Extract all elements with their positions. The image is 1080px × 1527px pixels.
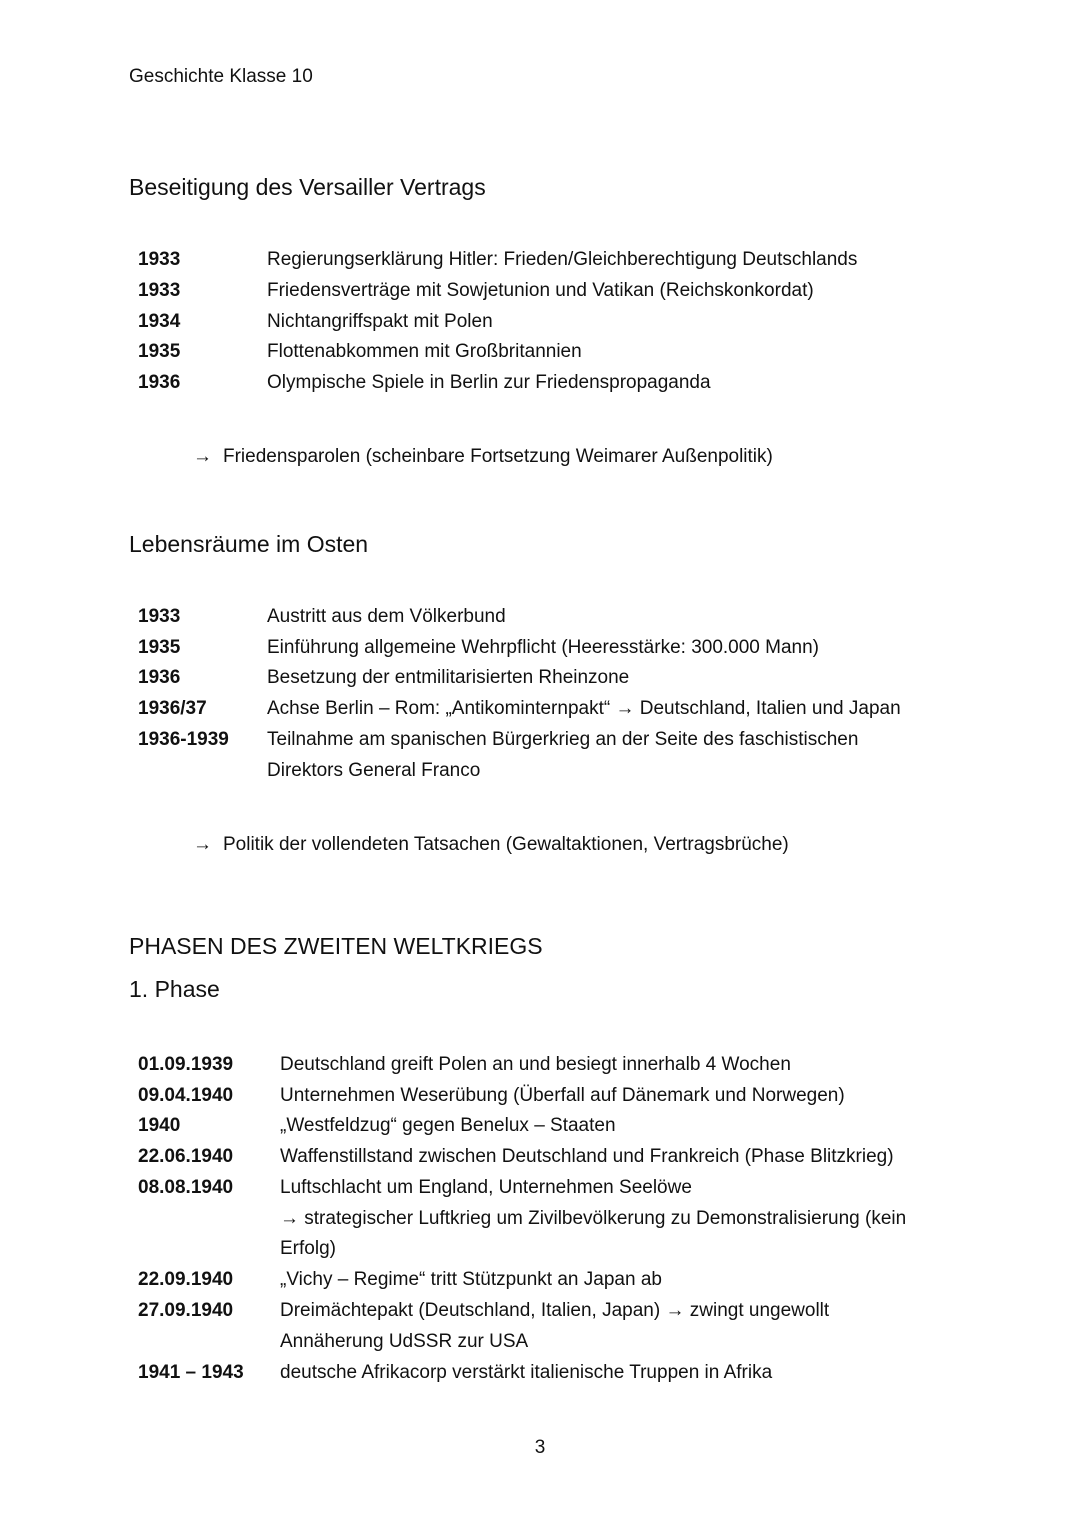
timeline-date: 1935 xyxy=(138,341,181,362)
timeline-date: 1934 xyxy=(138,311,181,332)
summary-note-text: Friedensparolen (scheinbare Fortsetzung Weimarer Außenpolitik) xyxy=(223,446,773,467)
timeline-date: 01.09.1939 xyxy=(138,1054,234,1075)
timeline-date: 22.06.1940 xyxy=(138,1146,234,1167)
section-heading-lebensraeume: Lebensräume im Osten xyxy=(129,531,369,557)
page-number: 3 xyxy=(534,1437,546,1458)
timeline-text: deutsche Afrikacorp verstärkt italienische Truppen in Afrika xyxy=(280,1362,773,1383)
timeline-date: 1935 xyxy=(138,637,181,658)
timeline-date: 1941 – 1943 xyxy=(138,1362,244,1383)
timeline-text: „Westfeldzug“ gegen Benelux – Staaten xyxy=(280,1115,616,1136)
timeline-text: Einführung allgemeine Wehrpflicht (Heeresstärke: 300.000 Mann) xyxy=(267,637,820,658)
timeline-text: „Vichy – Regime“ tritt Stützpunkt an Japan ab xyxy=(280,1269,662,1290)
section-heading-versailles: Beseitigung des Versailler Vertrags xyxy=(129,174,486,200)
timeline-date: 1936 xyxy=(138,667,181,688)
timeline-text: Friedensverträge mit Sowjetunion und Vatikan (Reichskonkordat) xyxy=(267,280,814,301)
timeline-text: Nichtangriffspakt mit Polen xyxy=(267,311,493,332)
arrow-right-icon: → xyxy=(193,834,212,855)
timeline-date: 09.04.1940 xyxy=(138,1085,234,1106)
section-heading-phasen: PHASEN DES ZWEITEN WELTKRIEGS xyxy=(129,933,543,959)
timeline-date: 27.09.1940 xyxy=(138,1300,234,1321)
timeline-text-continued: Annäherung UdSSR zur USA xyxy=(280,1331,529,1352)
document-header: Geschichte Klasse 10 xyxy=(129,66,313,87)
timeline-text: Besetzung der entmilitarisierten Rheinzone xyxy=(267,667,630,688)
timeline-text: Dreimächtepakt (Deutschland, Italien, Japan) → zwingt ungewollt xyxy=(280,1300,830,1321)
timeline-date: 1940 xyxy=(138,1115,181,1136)
timeline-text: Flottenabkommen mit Großbritannien xyxy=(267,341,582,362)
timeline-text: Luftschlacht um England, Unternehmen Seelöwe xyxy=(280,1177,692,1198)
timeline-text-continued: Erfolg) xyxy=(280,1238,336,1259)
summary-note-text: Politik der vollendeten Tatsachen (Gewaltaktionen, Vertragsbrüche) xyxy=(223,834,789,855)
timeline-text: Waffenstillstand zwischen Deutschland und Frankreich (Phase Blitzkrieg) xyxy=(280,1146,894,1167)
timeline-text: Olympische Spiele in Berlin zur Friedenspropaganda xyxy=(267,372,711,393)
timeline-text: Austritt aus dem Völkerbund xyxy=(267,606,506,627)
timeline-date: 1933 xyxy=(138,606,181,627)
timeline-date: 1933 xyxy=(138,249,181,270)
timeline-date: 1936-1939 xyxy=(138,729,229,750)
timeline-date: 1936/37 xyxy=(138,698,207,719)
summary-note xyxy=(193,446,773,468)
timeline-text: Achse Berlin – Rom: „Antikominternpakt“ → Deutschland, Italien und Japan xyxy=(267,698,901,719)
section-subheading-phase-1: 1. Phase xyxy=(129,976,220,1002)
timeline-text: Unternehmen Weserübung (Überfall auf Dänemark und Norwegen) xyxy=(280,1085,845,1106)
timeline-date: 08.08.1940 xyxy=(138,1177,234,1198)
timeline-text-continued: → strategischer Luftkrieg um Zivilbevölkerung zu Demonstralisierung (kein xyxy=(280,1208,907,1229)
arrow-right-icon: → xyxy=(193,446,212,467)
timeline-text: Deutschland greift Polen an und besiegt innerhalb 4 Wochen xyxy=(280,1054,791,1075)
timeline-date: 22.09.1940 xyxy=(138,1269,234,1290)
timeline-date: 1936 xyxy=(138,372,181,393)
summary-note xyxy=(193,834,789,856)
timeline-text-continued: Direktors General Franco xyxy=(267,760,481,781)
timeline-date: 1933 xyxy=(138,280,181,301)
timeline-text: Teilnahme am spanischen Bürgerkrieg an der Seite des faschistischen xyxy=(267,729,859,750)
timeline-text: Regierungserklärung Hitler: Frieden/Gleichberechtigung Deutschlands xyxy=(267,249,858,270)
